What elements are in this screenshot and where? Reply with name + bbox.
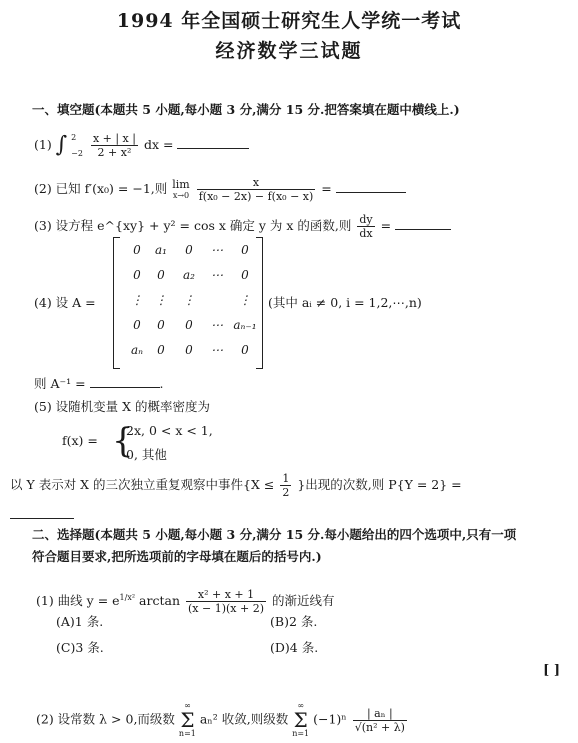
q1-answer-blank bbox=[177, 138, 249, 149]
s2q2-sum1-bot: n=1 bbox=[178, 729, 196, 738]
q1-lower: −2 bbox=[71, 148, 83, 158]
matrix-cell: aₙ₋₁ bbox=[233, 318, 257, 332]
option-c[interactable]: (C)3 条. bbox=[56, 640, 104, 655]
q4-answer-blank bbox=[90, 377, 160, 388]
q2-lim-sub: x→0 bbox=[172, 191, 190, 200]
q5-half bbox=[280, 472, 291, 499]
q1-label: (1) bbox=[34, 137, 52, 152]
q3-text: (3) 设方程 e^{xy} + y² = cos x 确定 y 为 x 的函数,则 bbox=[34, 218, 352, 233]
s2q2-pre: (2) 设常数 λ > 0,而级数 bbox=[36, 711, 175, 727]
s2q1-numerator: x² + x + 1 bbox=[186, 588, 266, 602]
matrix-cell: 0 bbox=[241, 268, 249, 282]
option-a[interactable]: (A)1 条. bbox=[56, 614, 104, 629]
section2-header-line1: 二、选择题(本题共 5 小题,每小题 3 分,满分 15 分.每小题给出的四个选项中,只有一项 bbox=[32, 527, 517, 542]
matrix-cell: 0 bbox=[185, 243, 193, 257]
q4-label: (4) 设 A = bbox=[34, 295, 96, 310]
q1-numerator: x + | x | bbox=[92, 132, 136, 145]
s2-question-1 bbox=[36, 588, 335, 615]
q2-fraction bbox=[197, 176, 316, 203]
brace-icon: { bbox=[112, 421, 134, 461]
section1-header: 一、填空题(本题共 5 小题,每小题 3 分,满分 15 分.把答案填在题中横线上.) bbox=[32, 102, 460, 117]
q1-upper: 2 bbox=[71, 132, 77, 142]
matrix-cell: a₂ bbox=[183, 268, 195, 282]
exam-title: 1994 年全国硕士研究生人学统一考试 bbox=[116, 10, 462, 32]
s2q2-fraction bbox=[353, 707, 407, 734]
q1-limits bbox=[71, 133, 83, 159]
q5-case1: 2x, 0 < x < 1, bbox=[126, 423, 213, 438]
option-b[interactable]: (B)2 条. bbox=[270, 614, 318, 629]
matrix-cell: aₙ bbox=[130, 343, 144, 357]
q3-fraction bbox=[357, 213, 374, 240]
s2q2-sum2-top: ∞ bbox=[297, 701, 304, 710]
q5-answer-blank bbox=[10, 508, 74, 519]
q2-denominator: f(x₀ − 2x) − f(x₀ − x) bbox=[198, 190, 314, 203]
s2q1-tail: 的渐近线有 bbox=[271, 593, 335, 608]
q3-denominator: dx bbox=[359, 227, 373, 240]
matrix-cell: 0 bbox=[157, 318, 165, 332]
q1-tail: dx = bbox=[143, 137, 174, 152]
q5-answer-line bbox=[10, 507, 74, 523]
matrix-cell: 0 bbox=[241, 343, 249, 357]
s2q2-sum2 bbox=[292, 702, 309, 738]
q4-then-text: 则 A⁻¹ = bbox=[34, 376, 86, 391]
q4-then: 则 A⁻¹ = . bbox=[34, 376, 164, 391]
s2-question-2 bbox=[36, 702, 409, 738]
matrix-cell: 0 bbox=[241, 243, 249, 257]
answer-bracket[interactable]: [ ] bbox=[543, 663, 560, 678]
matrix-cell: ⋯ bbox=[211, 268, 223, 282]
matrix-cell: a₁ bbox=[155, 243, 167, 257]
matrix-cell: ⋮ bbox=[183, 293, 195, 307]
q2-tail: = bbox=[321, 181, 332, 196]
q2-lim-label: lim bbox=[172, 178, 190, 191]
q5-case2: 0, 其他 bbox=[126, 447, 167, 462]
q5-event-line bbox=[10, 472, 462, 499]
s2q1-exponent: 1/x² bbox=[119, 592, 136, 602]
q2-numerator: x bbox=[197, 176, 316, 190]
q2-text: (2) 已知 f′(x₀) = −1,则 bbox=[34, 181, 168, 196]
sigma-icon: Σ bbox=[293, 708, 308, 732]
s2q2-term1: aₙ² bbox=[199, 711, 218, 727]
matrix-cell: ⋯ bbox=[211, 343, 223, 357]
integral-sign-icon: ∫ bbox=[55, 132, 68, 158]
q5-line-a: 以 Y 表示对 X 的三次独立重复观察中事件{X ≤ bbox=[10, 477, 275, 492]
s2q2-numerator: | aₙ | bbox=[353, 707, 407, 721]
matrix-cell: ⋯ bbox=[211, 243, 223, 257]
matrix-cell: 0 bbox=[157, 268, 165, 282]
matrix-cell: 0 bbox=[133, 268, 141, 282]
q1-fraction bbox=[91, 132, 138, 159]
q5-fx: f(x) = bbox=[62, 433, 98, 448]
q5-line-b: }出现的次数,则 P{Y = 2} = bbox=[297, 477, 462, 492]
q3-tail: = bbox=[380, 218, 392, 233]
matrix-cell: ⋮ bbox=[239, 293, 251, 307]
s1-question-1 bbox=[34, 132, 249, 159]
matrix-cell: ⋮ bbox=[131, 293, 143, 307]
s2q1-fraction bbox=[186, 588, 266, 615]
option-d[interactable]: (D)4 条. bbox=[270, 640, 319, 655]
matrix-cell: 0 bbox=[133, 243, 141, 257]
q3-numerator: dy bbox=[359, 213, 373, 226]
exam-subtitle: 经济数学三试题 bbox=[215, 40, 363, 62]
s2q2-sum1 bbox=[179, 702, 196, 738]
sigma-icon: Σ bbox=[180, 708, 195, 732]
s1-question-2 bbox=[34, 176, 406, 203]
s2q2-denominator: √(n² + λ) bbox=[354, 720, 405, 734]
s2q1-pre: (1) 曲线 y = e bbox=[36, 593, 120, 608]
q2-limit bbox=[172, 179, 189, 200]
matrix-cell: ⋯ bbox=[211, 318, 223, 332]
matrix-left-bracket bbox=[113, 237, 120, 369]
q5-brace bbox=[112, 421, 134, 461]
s2q1-arctan: arctan bbox=[139, 593, 181, 608]
matrix-cell: 0 bbox=[185, 343, 193, 357]
matrix-cell: 0 bbox=[185, 318, 193, 332]
s2q2-sum1-top: ∞ bbox=[184, 701, 191, 710]
q4-matrix bbox=[113, 237, 263, 367]
q2-answer-blank bbox=[336, 182, 406, 193]
matrix-cell: 0 bbox=[157, 343, 165, 357]
s2q1-denominator: (x − 1)(x + 2) bbox=[188, 602, 264, 615]
matrix-cell: 0 bbox=[133, 318, 141, 332]
q3-answer-blank bbox=[395, 219, 451, 230]
s2q2-sum2-bot: n=1 bbox=[292, 729, 310, 738]
q1-denominator: 2 + x² bbox=[97, 146, 132, 159]
q5-half-den: 2 bbox=[282, 486, 290, 499]
q5-half-num: 1 bbox=[282, 472, 290, 485]
section2-header-line2: 符合题目要求,把所选项前的字母填在题后的括号内.) bbox=[32, 549, 322, 564]
s2q2-mid: 收敛,则级数 bbox=[221, 711, 289, 727]
q5-intro: (5) 设随机变量 X 的概率密度为 bbox=[34, 399, 211, 414]
q4-note: (其中 aᵢ ≠ 0, i = 1,2,⋯,n) bbox=[268, 295, 422, 310]
matrix-cell: ⋮ bbox=[155, 293, 167, 307]
s1-question-3 bbox=[34, 213, 451, 240]
s2q2-term2: (−1)ⁿ bbox=[313, 711, 347, 727]
